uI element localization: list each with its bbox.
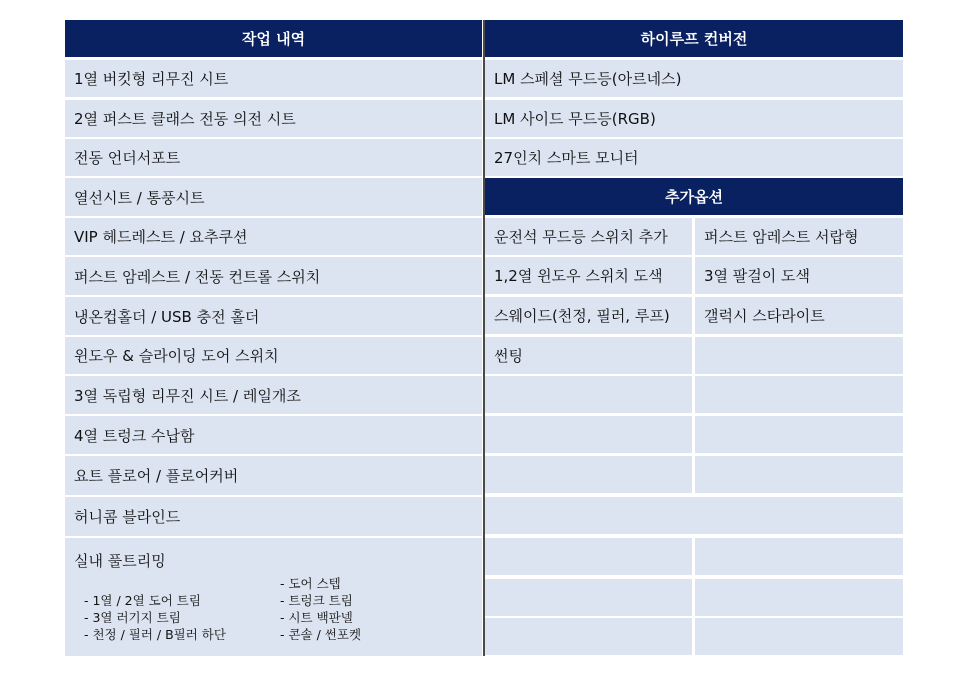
option-blank bbox=[485, 376, 692, 413]
trim-item: - 1열 / 2열 도어 트림 bbox=[84, 593, 201, 608]
option-blank bbox=[695, 456, 903, 493]
options-header: 추가옵션 bbox=[485, 178, 903, 215]
work-item: 냉온컵홀더 / USB 충전 홀더 bbox=[65, 297, 482, 335]
option-item bbox=[695, 337, 903, 374]
option-item: 썬팅 bbox=[485, 337, 692, 374]
option-blank bbox=[695, 376, 903, 413]
trim-list-left bbox=[84, 592, 226, 643]
trim-item: - 시트 백판넬 bbox=[280, 610, 353, 625]
option-blank bbox=[485, 579, 692, 616]
work-item: 2열 퍼스트 클래스 전동 의전 시트 bbox=[65, 100, 482, 137]
conversion-item: LM 스페셜 무드등(아르네스) bbox=[485, 60, 903, 97]
work-item: 요트 플로어 / 플로어커버 bbox=[65, 456, 482, 495]
trim-item: - 3열 러기지 트림 bbox=[84, 610, 181, 625]
conversion-item: 27인치 스마트 모니터 bbox=[485, 139, 903, 176]
work-item: VIP 헤드레스트 / 요추쿠션 bbox=[65, 218, 482, 255]
option-item: 운전석 무드등 스위치 추가 bbox=[485, 218, 692, 255]
trim-item: - 천정 / 필러 / B필러 하단 bbox=[84, 627, 226, 642]
option-blank bbox=[695, 416, 903, 453]
work-history-header: 작업 내역 bbox=[65, 20, 482, 57]
option-item: 스웨이드(천정, 필러, 루프) bbox=[485, 297, 692, 334]
option-item: 갤럭시 스타라이트 bbox=[695, 297, 903, 334]
trim-item: - 콘솔 / 썬포켓 bbox=[280, 627, 362, 642]
work-item: 전동 언더서포트 bbox=[65, 139, 482, 176]
work-table bbox=[65, 20, 903, 656]
option-blank bbox=[485, 618, 692, 655]
option-blank bbox=[485, 416, 692, 453]
work-item: 허니콤 블라인드 bbox=[65, 497, 482, 536]
work-item: 퍼스트 암레스트 / 전동 컨트롤 스위치 bbox=[65, 257, 482, 295]
trim-list-right bbox=[280, 575, 361, 643]
option-item: 퍼스트 암레스트 서랍형 bbox=[695, 218, 903, 255]
trim-item: - 도어 스텝 bbox=[280, 576, 341, 591]
option-blank bbox=[695, 579, 903, 616]
work-item: 1열 버킷형 리무진 시트 bbox=[65, 60, 482, 97]
work-item: 실내 풀트리밍 bbox=[65, 538, 482, 656]
high-roof-header: 하이루프 컨버전 bbox=[485, 20, 903, 57]
work-item: 열선시트 / 통풍시트 bbox=[65, 178, 482, 216]
trim-item: - 트렁크 트림 bbox=[280, 593, 353, 608]
work-item: 4열 트렁크 수납함 bbox=[65, 416, 482, 454]
option-blank bbox=[485, 456, 692, 493]
conversion-item: LM 사이드 무드등(RGB) bbox=[485, 100, 903, 137]
work-item: 3열 독립형 리무진 시트 / 레일개조 bbox=[65, 376, 482, 414]
option-blank bbox=[485, 497, 903, 534]
work-item: 윈도우 & 슬라이딩 도어 스위치 bbox=[65, 337, 482, 374]
option-item: 1,2열 윈도우 스위치 도색 bbox=[485, 257, 692, 294]
option-blank bbox=[695, 538, 903, 575]
option-blank bbox=[695, 618, 903, 655]
option-blank bbox=[485, 538, 692, 575]
option-item: 3열 팔걸이 도색 bbox=[695, 257, 903, 294]
